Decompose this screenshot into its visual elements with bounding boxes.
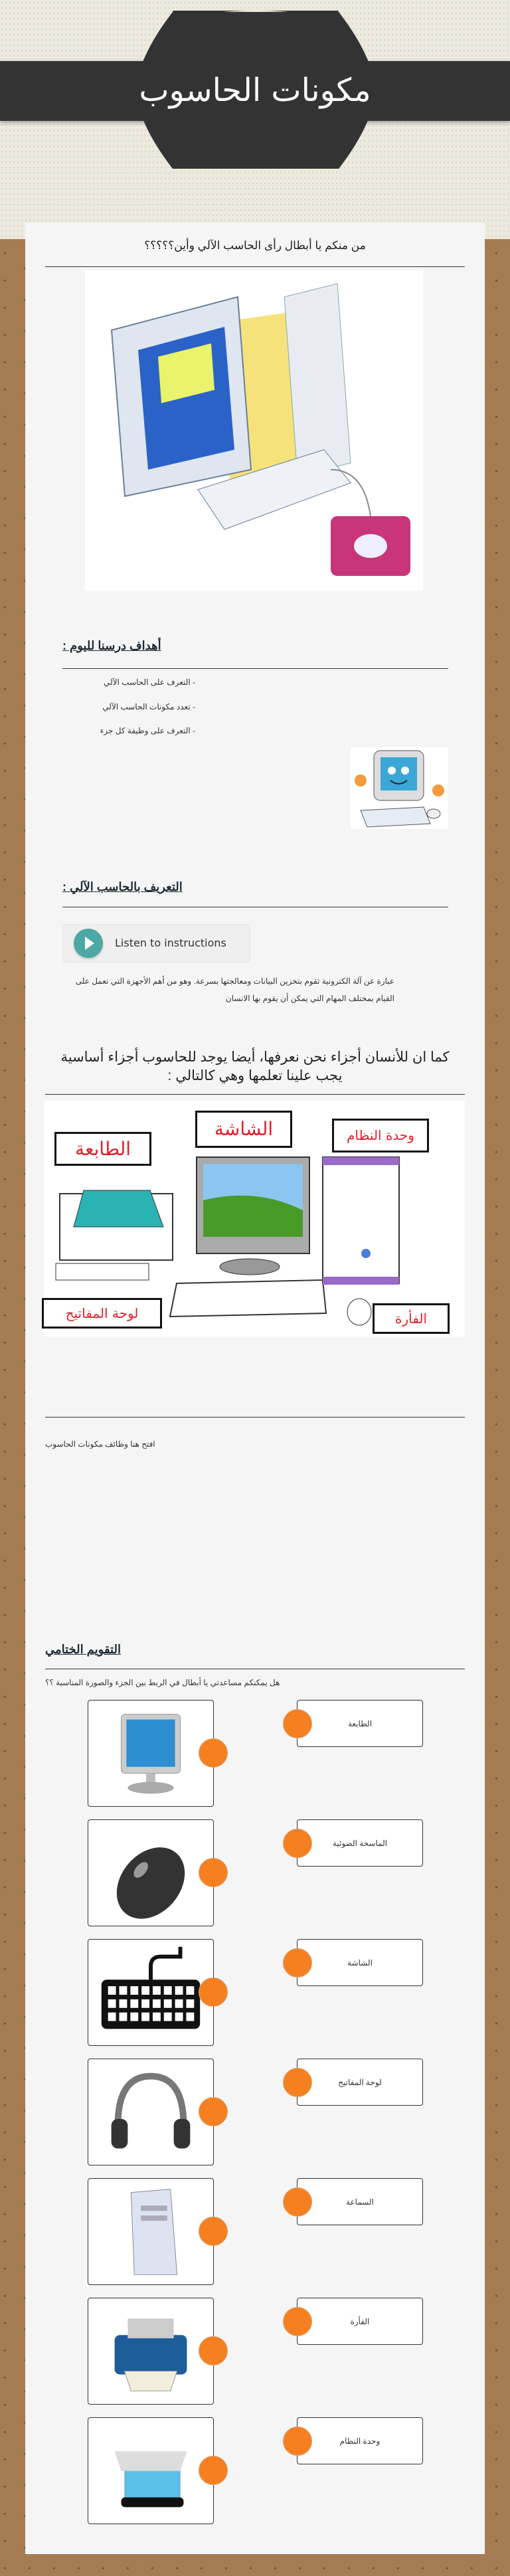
image-connector-dot[interactable] [199,2456,228,2485]
image-connector-dot[interactable] [199,1978,228,2007]
label-connector-dot[interactable] [283,2427,312,2456]
objective-item: - التعرف على وظيفة كل جزء [100,726,195,735]
label-connector-dot[interactable] [283,1709,312,1738]
label-connector-dot[interactable] [283,1829,312,1858]
happy-computer-image [351,747,448,829]
label-keyboard: لوحة المفاتيح [42,1298,162,1329]
label-system-unit: وحدة النظام [332,1119,429,1152]
label-card[interactable] [297,1939,423,1986]
label-connector-dot[interactable] [283,2187,312,2217]
image-connector-dot[interactable] [199,1858,228,1887]
listen-label: Listen to instructions [115,937,226,949]
system-unit-icon [88,2179,213,2284]
objective-item: - التعرف على الحاسب الآلي [104,678,195,687]
computer-illustration [85,270,423,591]
image-connector-dot[interactable] [199,2097,228,2126]
image-card-monitor [88,1700,214,1807]
label-card[interactable] [297,2178,423,2225]
divider [45,1417,465,1418]
scanner-icon [88,2418,213,2524]
definition-heading: التعريف بالحاسب الآلي : [62,880,183,893]
label-card[interactable] [297,2417,423,2464]
printer-icon [88,2298,213,2404]
label-connector-dot[interactable] [283,2307,312,2336]
label-card[interactable] [297,2298,423,2345]
image-card-headphones [88,2059,214,2165]
label-text: السماعة [346,2197,374,2207]
play-icon [74,929,103,958]
objectives-heading: أهداف درسنا لليوم : [62,639,161,652]
objective-item: - تعدد مكونات الحاسب الآلي [102,702,195,711]
divider [45,266,465,267]
image-card-mouse [88,1819,214,1926]
label-text: الطابعة [347,1718,373,1728]
label-card[interactable] [297,1700,423,1747]
label-monitor: الشاشة [195,1111,292,1148]
label-mouse: الفأرة [373,1303,450,1334]
divider [62,668,448,669]
label-card[interactable] [297,2059,423,2106]
label-text: الفأرة [350,2316,370,2326]
label-printer: الطابعة [54,1132,151,1166]
image-card-keyboard [88,1939,214,2046]
image-card-system-unit [88,2178,214,2285]
image-connector-dot[interactable] [199,1738,228,1768]
label-connector-dot[interactable] [283,2068,312,2097]
listen-to-instructions-button[interactable] [62,924,250,963]
mouse-icon [88,1820,213,1926]
intro-question: من منكم يا أبطال رأى الحاسب الآلي وأين؟؟؟؟؟ [144,239,366,252]
divider [45,1094,465,1095]
label-text: لوحة المفاتيح [338,2077,382,2087]
label-card[interactable] [297,1819,423,1867]
page-title: مكونات الحاسوب [139,72,371,109]
image-connector-dot[interactable] [199,2217,228,2246]
assessment-heading: التقويم الختامي [45,1643,121,1656]
assessment-question: هل يمكنكم مساعدتي يا أبطال في الربط بين الجزء والصورة المناسبة ؟؟ [45,1678,280,1687]
label-text: وحدة النظام [339,2436,381,2446]
parts-intro: كما ان للأنسان أجزاء نحن نعرفها، أيضا يوجد للحاسوب أجزاء أساسية يجب علينا تعلمها وهي كالتالي : [60,1050,450,1083]
image-card-scanner [88,2417,214,2524]
definition-paragraph: عبارة عن آلة الكترونية تقوم بتخزين البيانات ومعالجتها بسرعة. وهو من أهم الأجهزة التي تعمل على القيام بمختلف المهام التي يمكن أن يقوم بها الانسان [75,976,394,1003]
monitor-icon [88,1701,213,1806]
computer-parts-diagram [44,1101,465,1336]
image-card-printer [88,2298,214,2405]
keyboard-icon [88,1940,213,2045]
headphones-icon [88,2059,213,2165]
label-text: الماسحة الضوئية [332,1838,388,1848]
label-text: الشاشة [347,1958,373,1968]
label-connector-dot[interactable] [283,1948,312,1978]
image-connector-dot[interactable] [199,2336,228,2365]
functions-link[interactable]: افتح هنا وظائف مكونات الحاسوب [45,1439,155,1449]
